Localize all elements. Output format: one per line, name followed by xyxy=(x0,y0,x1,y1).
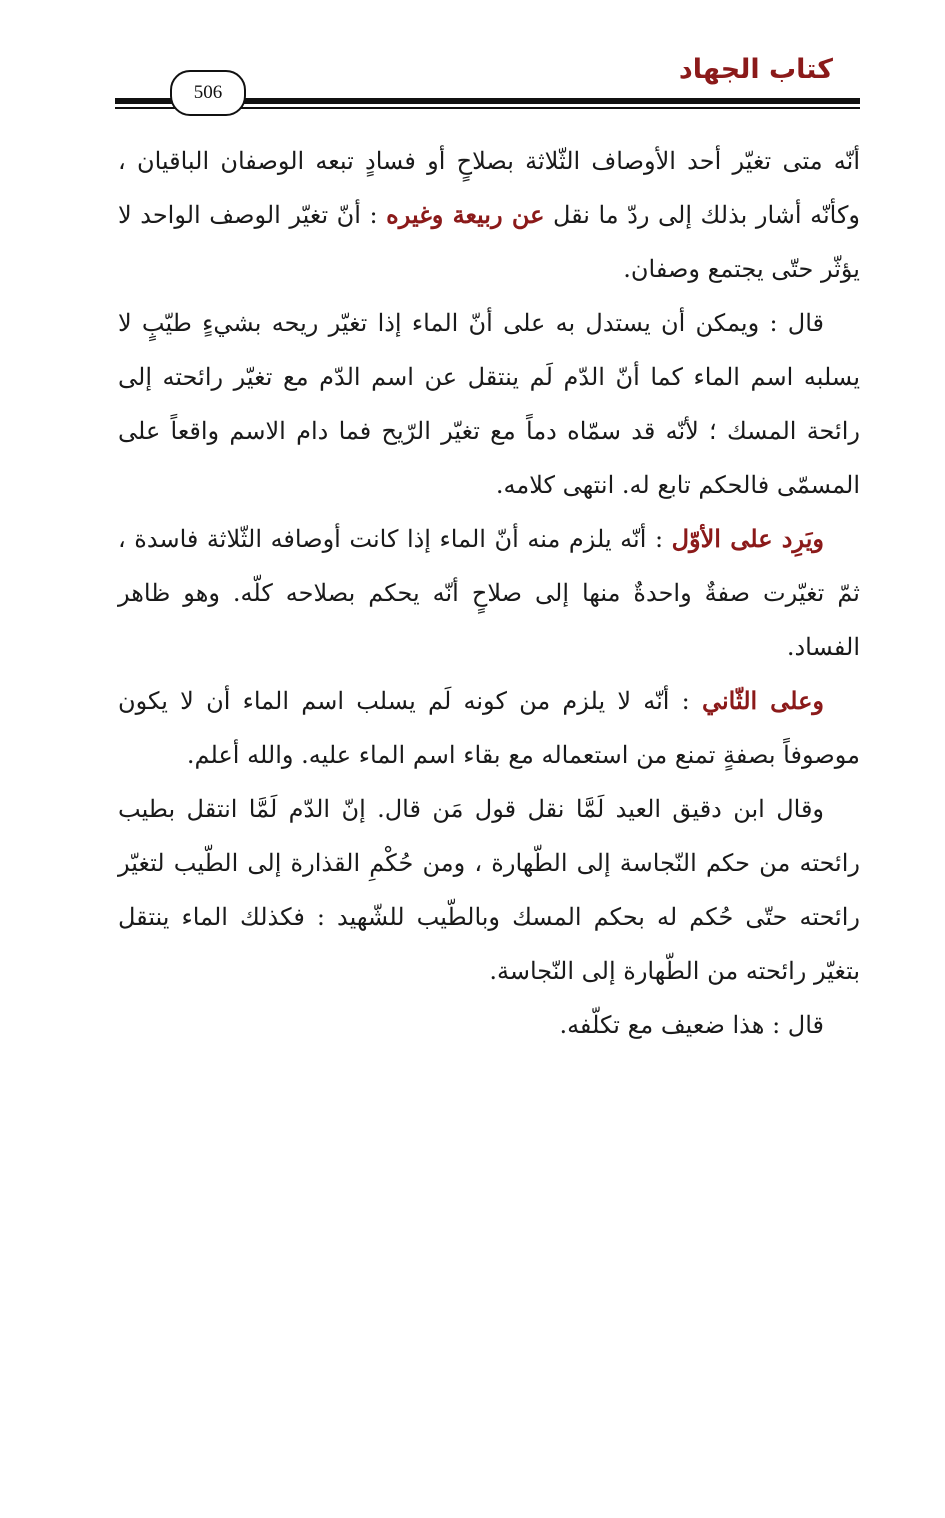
paragraph-5: وقال ابن دقيق العيد لَمَّا نقل قول مَن قال. إنّ الدّم لَمَّا انتقل بطيب رائحته من حكم النّجاسة إلى الطّهارة ، ومن حُكْمِ القذارة إلى الطّيب لتغيّر رائحته حتّى حُكم له بحكم المسك وبالطّيب للشّهيد : فكذلك الماء ينتقل بتغيّر رائحته من الطّهارة إلى النّجاسة. xyxy=(118,795,860,985)
paragraph-3-text: : أنّه يلزم منه أنّ الماء إذا كانت أوصافه الثّلاثة فاسدة ، ثمّ تغيّرت صفةٌ واحدةٌ منها إلى صلاحٍ أنّه يحكم بصلاحه كلّه. وهو ظاهر الفساد. xyxy=(118,525,860,661)
page-header xyxy=(0,0,945,130)
paragraph-4 xyxy=(118,674,860,782)
paragraph-4-text: : أنّه لا يلزم من كونه لَم يسلب اسم الماء أن لا يكون موصوفاً بصفةٍ تمنع من استعماله مع بقاء اسم الماء عليه. والله أعلم. xyxy=(118,687,860,769)
paragraph-4-highlight: وعلى الثّاني xyxy=(701,686,824,715)
paragraph-1-text-b: : أنّ تغيّر الوصف الواحد لا يؤثّر حتّى يجتمع وصفان. xyxy=(118,201,860,283)
paragraph-2: قال : ويمكن أن يستدل به على أنّ الماء إذا تغيّر ريحه بشيءٍ طيّبٍ لا يسلبه اسم الماء كما أنّ الدّم لَم ينتقل عن اسم الدّم مع تغيّر رائحته إلى رائحة المسك ؛ لأنّه قد سمّاه دماً مع تغيّر الرّيح فما دام الاسم واقعاً على المسمّى فالحكم تابع له. انتهى كلامه. xyxy=(118,309,860,499)
paragraph-1-highlight: عن ربيعة وغيره xyxy=(386,200,545,229)
page-number: 506 xyxy=(170,70,246,116)
page-body xyxy=(118,134,860,1052)
book-title: كتاب الجهاد xyxy=(678,54,833,85)
paragraph-1-text-a: أنّه متى تغيّر أحد الأوصاف الثّلاثة بصلاحٍ أو فسادٍ تبعه الوصفان الباقيان ، وكأنّه أشار بذلك إلى ردّ ما نقل xyxy=(118,147,860,229)
paragraph-6: قال : هذا ضعيف مع تكلّفه. xyxy=(559,1011,824,1039)
paragraph-3-highlight: ويَرِد على الأوّل xyxy=(671,524,825,553)
paragraph-1 xyxy=(118,134,860,296)
paragraph-3 xyxy=(118,512,860,674)
